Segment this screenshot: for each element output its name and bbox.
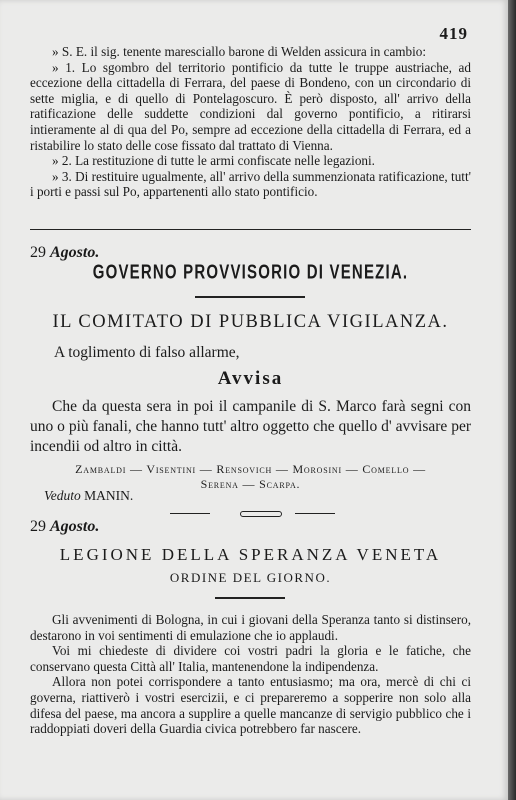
paragraph: Gli avvenimenti di Bologna, in cui i giovani della Speranza tanto si distinsero, destarono in voi sentimenti di emulazione che io applaudi. xyxy=(30,612,471,643)
signatories-line: Zambaldi — Visentini — Rensovich — Morosini — Comello — xyxy=(75,462,426,476)
intro-line: A toglimento di falso allarme, xyxy=(54,344,240,361)
section-heading: GOVERNO PROVVISORIO DI VENEZIA. xyxy=(92,261,409,284)
section-date xyxy=(30,518,99,536)
page-number: 419 xyxy=(439,24,468,43)
date-day: 29 xyxy=(30,244,46,261)
signatories-line: Serena — Scarpa. xyxy=(200,477,301,491)
treaty-text xyxy=(30,44,471,200)
date-month: Agosto. xyxy=(50,244,100,261)
paragraph: Voi mi chiedeste di dividere coi vostri padri la gloria e le fatiche, che conservano questa Città all' Italia, mantenendone la indipendenza. xyxy=(30,643,471,674)
committee-title: IL COMITATO DI PUBBLICA VIGILANZA. xyxy=(52,312,449,332)
ornamental-rule xyxy=(240,511,282,517)
paragraph: Allora non potei corrispondere a tanto entusiasmo; ma ora, mercè di chi ci governa, riattiverò i vostri esercizii, e ci prepareremo a sopperire non solo alla difesa del paese, ma ancora a supplire a quelle mancanze di servigio pubblico che i raddoppiati doveri della Guardia civica potrebbero far nascere. xyxy=(30,674,471,737)
page-edge xyxy=(508,0,516,800)
paragraph: » S. E. il sig. tenente maresciallo barone di Welden assicura in cambio: xyxy=(52,44,427,59)
section-date xyxy=(30,244,99,262)
date-month: Agosto. xyxy=(50,518,100,535)
paragraph: » 2. La restituzione di tutte le armi confiscate nelle legazioni. xyxy=(52,153,375,169)
order-subheading: ORDINE DEL GIORNO. xyxy=(169,570,332,585)
notice-text: Che da questa sera in poi il campanile di S. Marco farà segni con uno o più fanali, che hanno tutt' altro oggetto che quello d' avvisare per incendii od altro in città. xyxy=(30,398,471,455)
avvisa-heading: Avvisa xyxy=(217,368,284,389)
legion-heading: LEGIONE DELLA SPERANZA VENETA xyxy=(59,545,442,564)
paragraph: » 1. Lo sgombro del territorio pontificio da tutte le truppe austriache, ad eccezione della cittadella di Ferrara, del paese di Bondeno, con un circondario di sette miglia, e di quello di Pontelagoscuro. È però disposto, all' arrivo della ratificazione delle suddette condizioni dal governo pontificio, a ritirarsi intieramente al di qua del Po, sempre ad eccezione della cittadella di Ferrara, ed a ristabilire lo stato delle cose fissato dal trattato di Vienna. xyxy=(30,59,471,153)
section-divider xyxy=(30,229,471,230)
ornamental-rule xyxy=(195,296,305,298)
veduto-line xyxy=(44,488,133,504)
paragraph: » 3. Di restituire ugualmente, all' arrivo della summenzionata ratificazione, tutt' i porti e passi sul Po, appartenenti allo stato pontificio. xyxy=(30,168,471,200)
order-text xyxy=(30,612,471,737)
date-day: 29 xyxy=(30,518,46,535)
ornamental-rule xyxy=(170,513,210,514)
veduto-label: Veduto xyxy=(44,488,81,503)
ornamental-rule xyxy=(215,597,285,599)
veduto-name: MANIN. xyxy=(84,488,134,503)
notice-body xyxy=(30,397,471,457)
ornamental-rule xyxy=(295,513,335,514)
